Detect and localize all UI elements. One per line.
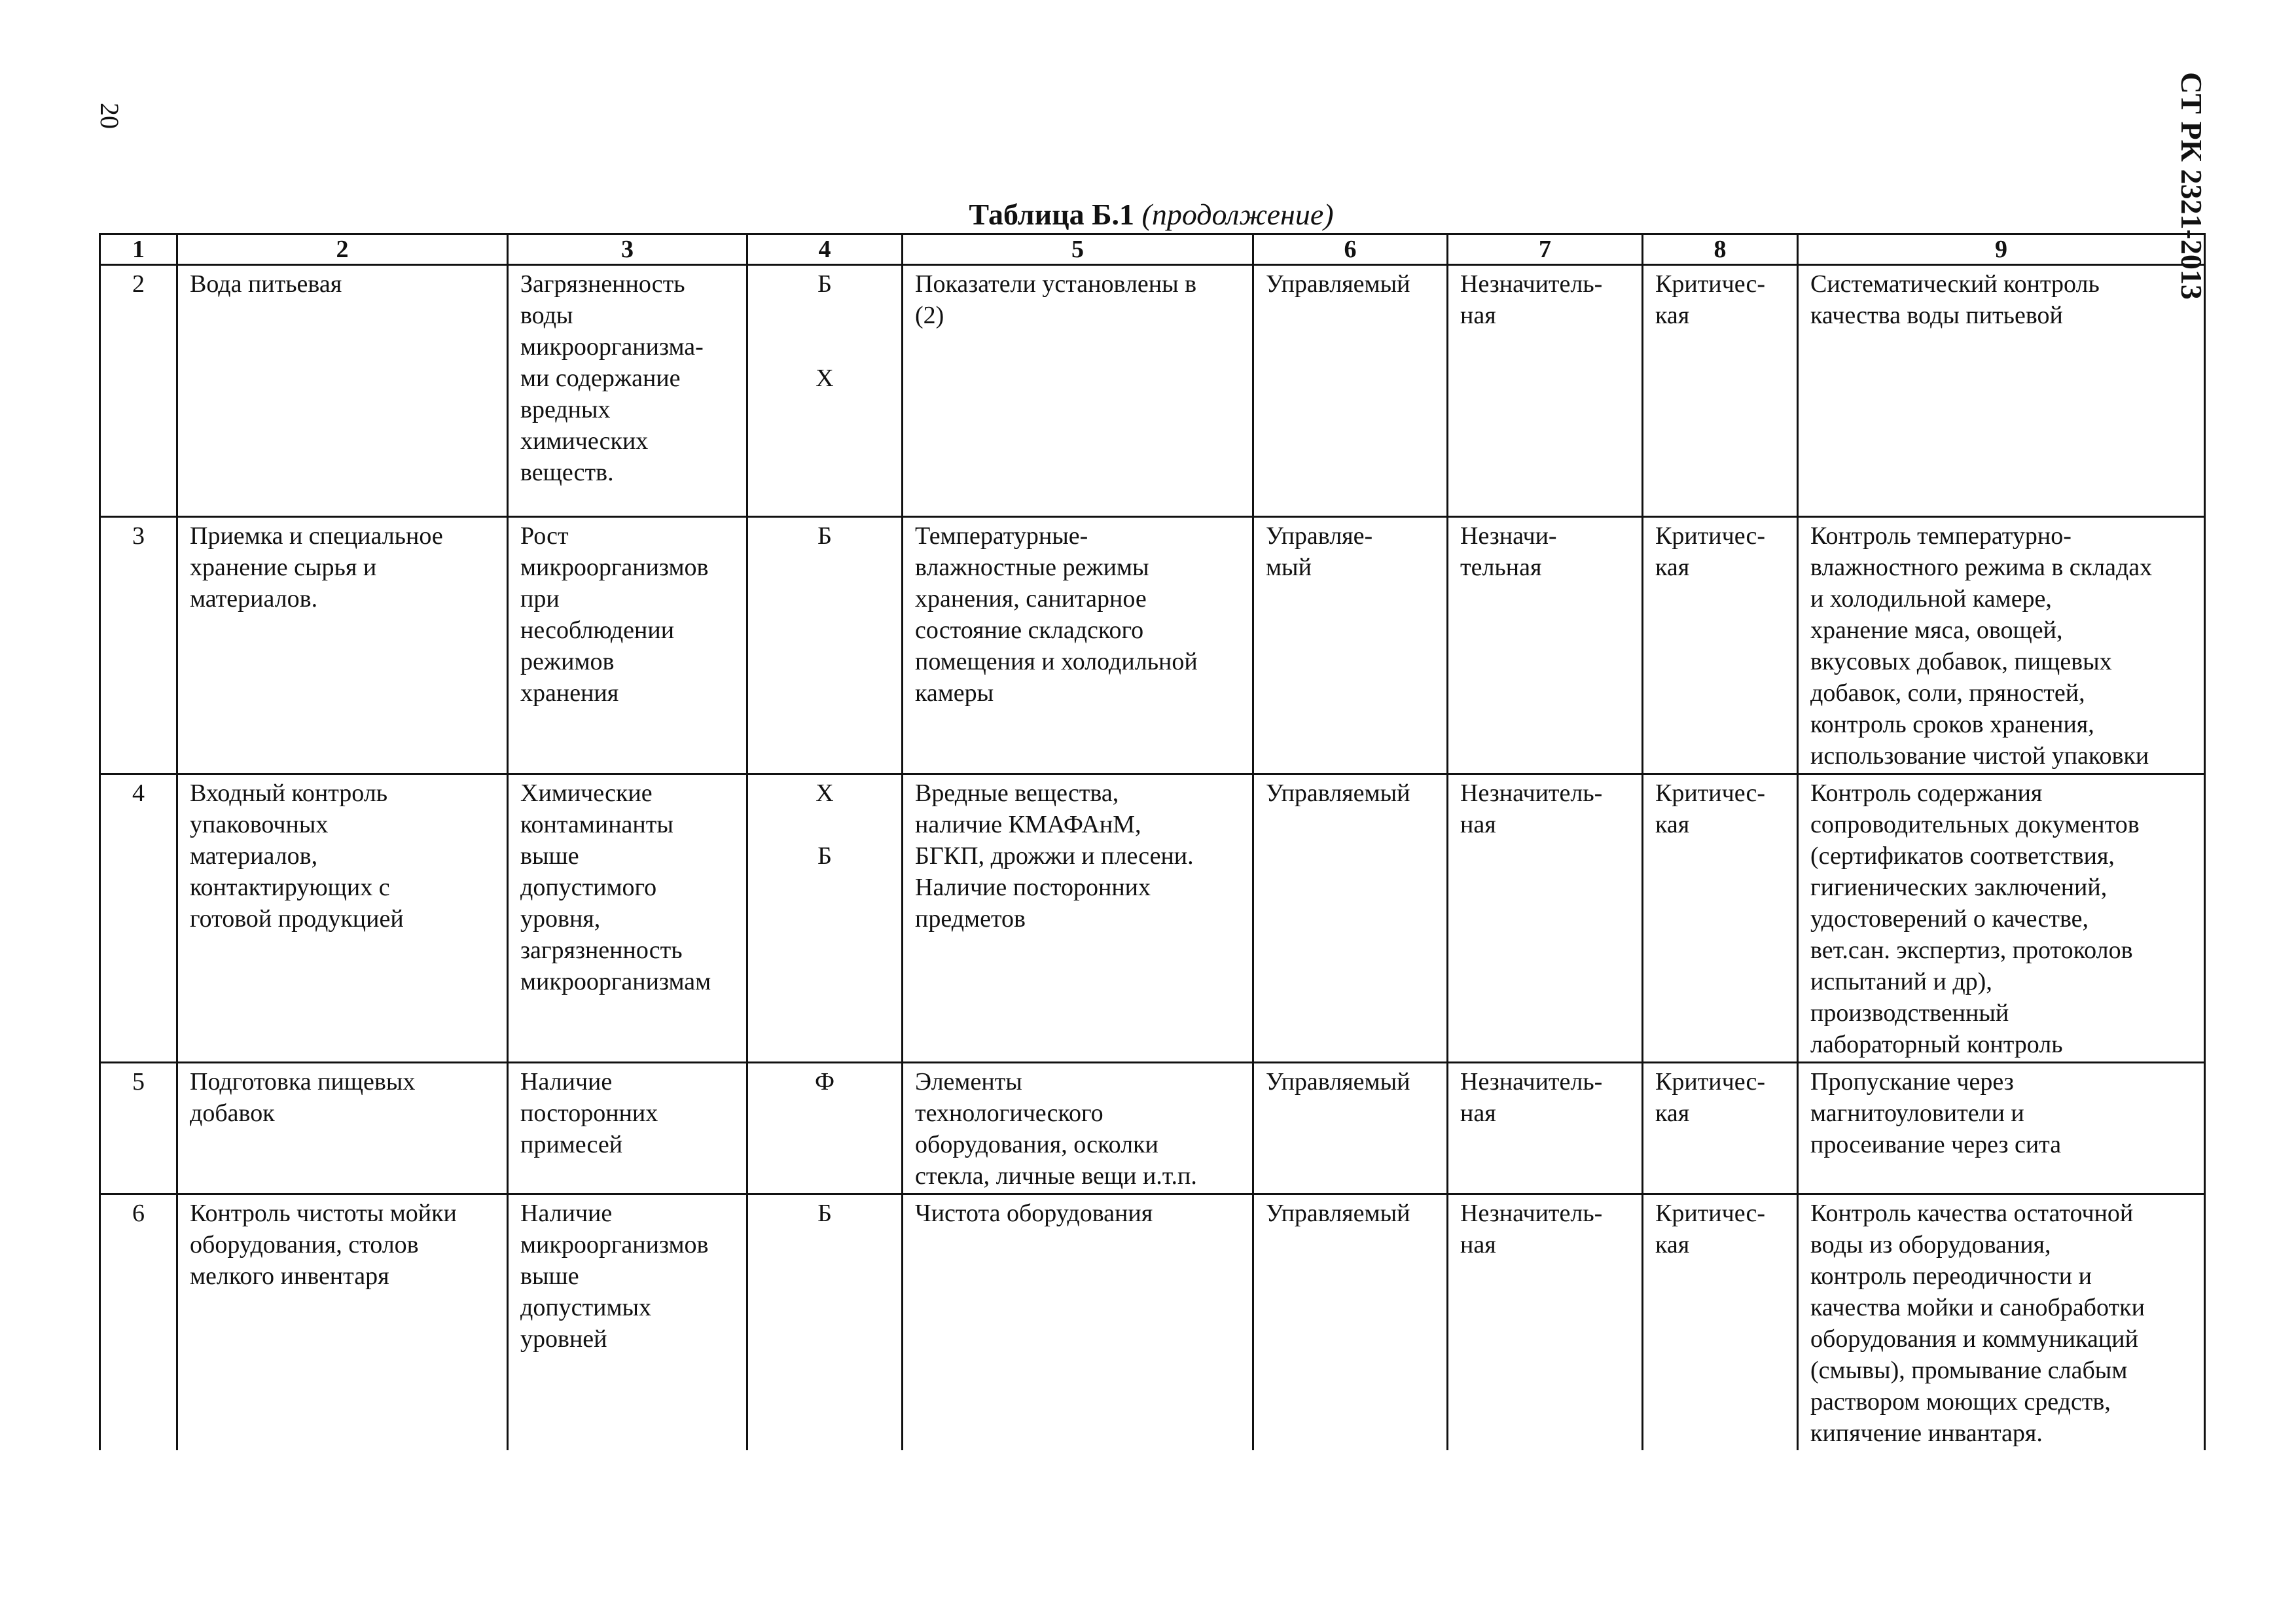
header-cell: 6 (1253, 234, 1448, 265)
cell-measures: Систематический контроль качества воды питьевой (1798, 265, 2205, 517)
cell-measures: Пропускание через магнитоуловители и просеивание через сита (1798, 1063, 2205, 1194)
page-number: 20 (95, 103, 124, 129)
header-cell: 5 (903, 234, 1253, 265)
cell-indicators: Температурные- влажностные режимы хранения, санитарное состояние складского помещения и холодильной камеры (903, 517, 1253, 774)
cell-criticality: Критичес- кая (1643, 1194, 1798, 1451)
cell-hazard: Наличие микроорганизмов выше допустимых уровней (508, 1194, 747, 1451)
cell-number: 4 (100, 774, 177, 1063)
standard-code: СТ РК 2321-2013 (2175, 72, 2208, 300)
header-cell: 9 (1798, 234, 2205, 265)
cell-hazard: Загрязненность воды микроорганизма- ми содержание вредных химических веществ. (508, 265, 747, 517)
cell-hazard: Рост микроорганизмов при несоблюдении режимов хранения (508, 517, 747, 774)
cell-hazard-type: Ф (747, 1063, 903, 1194)
cell-severity: Незначитель- ная (1448, 1063, 1643, 1194)
table-row (100, 265, 2205, 517)
header-row (100, 234, 2205, 265)
cell-severity: Незначитель- ная (1448, 265, 1643, 517)
cell-criticality: Критичес- кая (1643, 774, 1798, 1063)
header-cell: 1 (100, 234, 177, 265)
cell-severity: Незначи- тельная (1448, 517, 1643, 774)
cell-hazard-type: Х Б (747, 774, 903, 1063)
cell-indicators: Вредные вещества, наличие КМАФАнМ, БГКП, дрожжи и плесени. Наличие посторонних предметов (903, 774, 1253, 1063)
cell-hazard: Химические контаминанты выше допустимого уровня, загрязненность микроорганизмам (508, 774, 747, 1063)
caption-subtitle: (продолжение) (1141, 198, 1334, 231)
header-cell: 4 (747, 234, 903, 265)
cell-criticality: Критичес- кая (1643, 265, 1798, 517)
cell-number: 6 (100, 1194, 177, 1451)
cell-control: Управляемый (1253, 1194, 1448, 1451)
cell-hazard-type: Б Х (747, 265, 903, 517)
table-row (100, 1194, 2205, 1451)
header-cell: 8 (1643, 234, 1798, 265)
cell-control: Управляемый (1253, 1063, 1448, 1194)
cell-number: 3 (100, 517, 177, 774)
cell-indicators: Чистота оборудования (903, 1194, 1253, 1451)
header-cell: 3 (508, 234, 747, 265)
cell-criticality: Критичес- кая (1643, 517, 1798, 774)
cell-hazard: Наличие посторонних примесей (508, 1063, 747, 1194)
cell-stage: Входный контроль упаковочных материалов, контактирующих с готовой продукцией (177, 774, 508, 1063)
cell-number: 2 (100, 265, 177, 517)
cell-indicators: Показатели установлены в (2) (903, 265, 1253, 517)
table-row (100, 1063, 2205, 1194)
cell-severity: Незначитель- ная (1448, 774, 1643, 1063)
cell-measures: Контроль температурно- влажностного режима в складах и холодильной камере, хранение мяса, овощей, вкусовых добавок, пищевых добавок, соли, пряностей, контроль сроков хранения, использование чистой упаковки (1798, 517, 2205, 774)
cell-control: Управляемый (1253, 774, 1448, 1063)
header-cell: 2 (177, 234, 508, 265)
table-row (100, 517, 2205, 774)
cell-hazard-type: Б (747, 517, 903, 774)
cell-indicators: Элементы технологического оборудования, осколки стекла, личные вещи и.т.п. (903, 1063, 1253, 1194)
cell-hazard-type: Б (747, 1194, 903, 1451)
table-caption (99, 196, 2204, 233)
table-row (100, 774, 2205, 1063)
cell-stage: Подготовка пищевых добавок (177, 1063, 508, 1194)
header-cell: 7 (1448, 234, 1643, 265)
cell-criticality: Критичес- кая (1643, 1063, 1798, 1194)
cell-stage: Вода питьевая (177, 265, 508, 517)
cell-control: Управляе- мый (1253, 517, 1448, 774)
cell-number: 5 (100, 1063, 177, 1194)
cell-stage: Приемка и специальное хранение сырья и материалов. (177, 517, 508, 774)
cell-stage: Контроль чистоты мойки оборудования, столов мелкого инвентаря (177, 1194, 508, 1451)
cell-severity: Незначитель- ная (1448, 1194, 1643, 1451)
hazard-table (99, 233, 2206, 1450)
cell-control: Управляемый (1253, 265, 1448, 517)
cell-measures: Контроль содержания сопроводительных документов (сертификатов соответствия, гигиенических заключений, удостоверений о качестве, вет.сан. экспертиз, протоколов испытаний и др), производственный лабораторный контроль (1798, 774, 2205, 1063)
caption-title: Таблица Б.1 (969, 198, 1135, 231)
cell-measures: Контроль качества остаточной воды из оборудования, контроль переодичности и качества мойки и санобработки оборудования и коммуникаций (смывы), промывание слабым раствором моющих средств, кипячение инвантаря. (1798, 1194, 2205, 1451)
